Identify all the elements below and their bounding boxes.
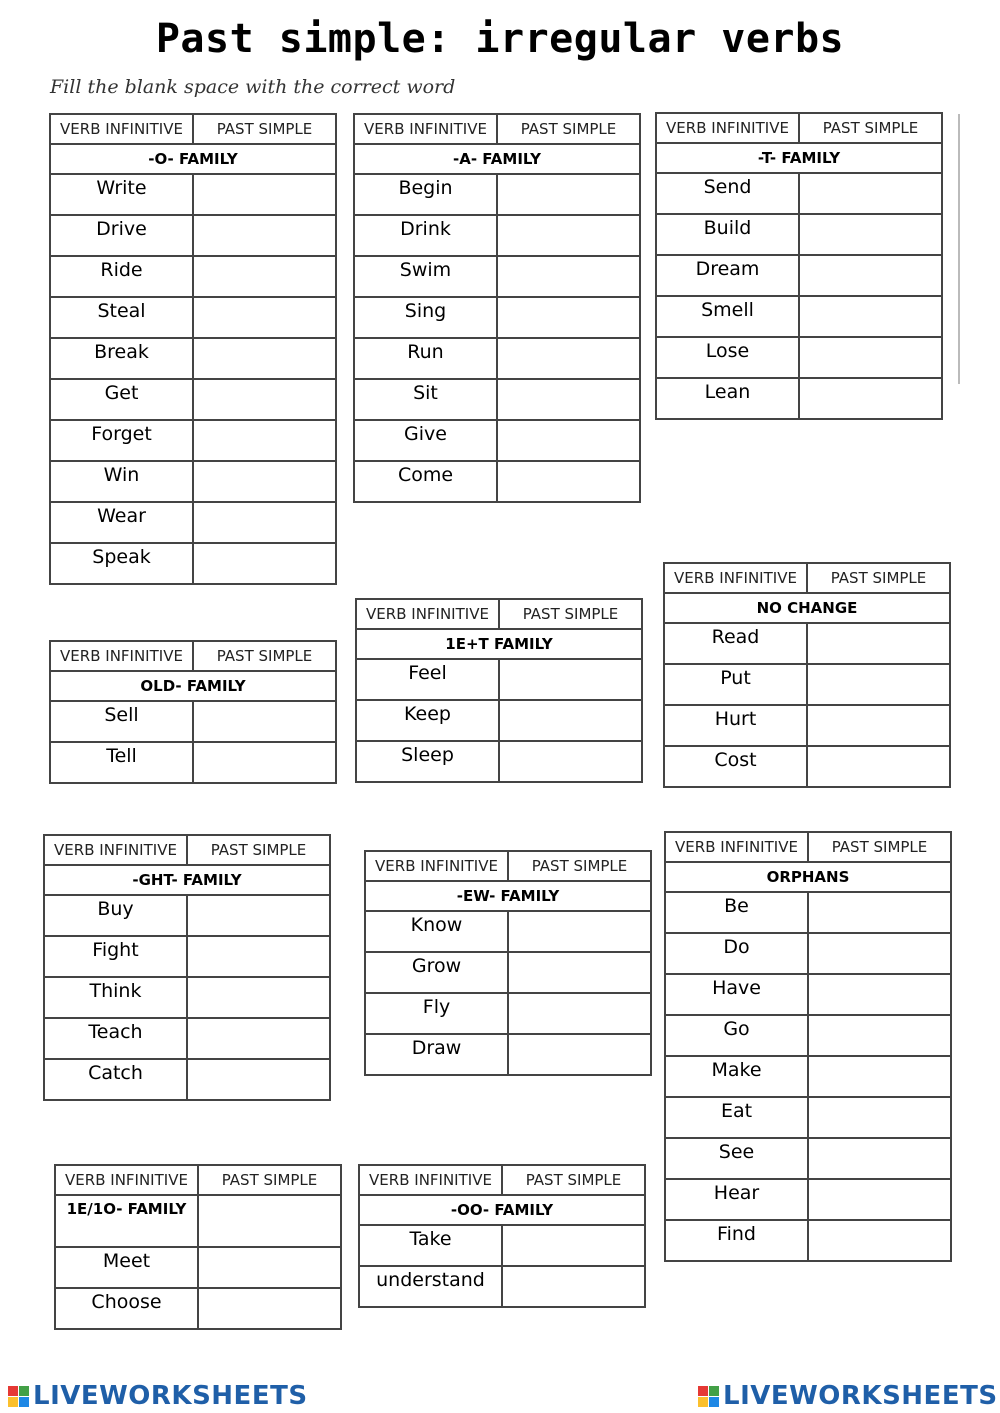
table-row [354,420,640,461]
header-past-simple: PAST SIMPLE [193,114,336,144]
family-label: -OO- FAMILY [359,1195,645,1225]
family-row [365,881,651,911]
answer-cell[interactable] [808,1056,951,1097]
verb-infinitive-cell: Lean [656,378,799,419]
family-label: NO CHANGE [664,593,950,623]
logo-left-text: LIVEWORKSHEETS [33,1381,308,1411]
family-label: -EW- FAMILY [365,881,651,911]
answer-cell[interactable] [187,1018,330,1059]
family-row [656,143,942,173]
table-row [656,378,942,419]
answer-cell[interactable] [497,256,640,297]
table-row [356,659,642,700]
header-verb-infinitive: VERB INFINITIVE [50,641,193,671]
family-row [359,1195,645,1225]
table-row [55,1288,341,1329]
table-row [55,1247,341,1288]
answer-cell[interactable] [799,173,942,214]
table-row [365,1034,651,1075]
table-a-family [353,113,641,503]
verb-infinitive-cell: Run [354,338,497,379]
answer-cell[interactable] [193,701,336,742]
table-row [50,701,336,742]
header-verb-infinitive: VERB INFINITIVE [356,599,499,629]
family-label: OLD- FAMILY [50,671,336,701]
table-row [354,215,640,256]
table-no-change [663,562,951,788]
verb-infinitive-cell: Feel [356,659,499,700]
verb-infinitive-cell: Tell [50,742,193,783]
table-row [664,705,950,746]
answer-cell[interactable] [508,911,651,952]
answer-cell[interactable] [808,974,951,1015]
verb-infinitive-cell: Send [656,173,799,214]
header-row [354,114,640,144]
header-row [359,1165,645,1195]
family-label: 1E/1O- FAMILY [55,1195,198,1247]
answer-cell[interactable] [508,993,651,1034]
family-row [356,629,642,659]
family-row [664,593,950,623]
table-old-family [49,640,337,784]
table-1e-1o-family [54,1164,342,1330]
answer-cell[interactable] [502,1225,645,1266]
header-past-simple: PAST SIMPLE [193,641,336,671]
header-verb-infinitive: VERB INFINITIVE [365,851,508,881]
answer-cell[interactable] [808,1015,951,1056]
verb-infinitive-cell: Build [656,214,799,255]
verb-infinitive-cell: Ride [50,256,193,297]
table-row [356,700,642,741]
verb-infinitive-cell: Go [665,1015,808,1056]
header-verb-infinitive: VERB INFINITIVE [664,563,807,593]
page-title: Past simple: irregular verbs [155,16,845,62]
verb-infinitive-cell: Choose [55,1288,198,1329]
logo-mark-icon [698,1386,719,1407]
answer-cell[interactable] [497,215,640,256]
answer-cell[interactable] [499,659,642,700]
table-row [656,214,942,255]
table-row [365,952,651,993]
header-past-simple: PAST SIMPLE [499,599,642,629]
logo-right [698,1381,998,1411]
verb-infinitive-cell: Fight [44,936,187,977]
table-row [44,936,330,977]
table-row [354,338,640,379]
answer-cell[interactable] [807,746,950,787]
header-verb-infinitive: VERB INFINITIVE [656,113,799,143]
verb-infinitive-cell: Steal [50,297,193,338]
table-row [665,933,951,974]
answer-cell[interactable] [808,892,951,933]
verb-infinitive-cell: Get [50,379,193,420]
verb-infinitive-cell: Begin [354,174,497,215]
table-row [656,255,942,296]
answer-cell[interactable] [502,1266,645,1307]
answer-cell[interactable] [193,420,336,461]
table-row [656,296,942,337]
answer-cell[interactable] [508,1034,651,1075]
answer-cell[interactable] [808,933,951,974]
verb-infinitive-cell: Wear [50,502,193,543]
table-1e-t-family [355,598,643,783]
table-row [664,664,950,705]
header-verb-infinitive: VERB INFINITIVE [44,835,187,865]
answer-cell[interactable] [193,461,336,502]
answer-cell[interactable] [807,664,950,705]
verb-infinitive-cell: See [665,1138,808,1179]
table-row [354,256,640,297]
table-row [665,1220,951,1261]
header-past-simple: PAST SIMPLE [502,1165,645,1195]
verb-infinitive-cell: Have [665,974,808,1015]
verb-infinitive-cell: Fly [365,993,508,1034]
verb-infinitive-cell: Lose [656,337,799,378]
verb-infinitive-cell: Hurt [664,705,807,746]
header-verb-infinitive: VERB INFINITIVE [359,1165,502,1195]
table-row [44,895,330,936]
table-oo-family [358,1164,646,1308]
verb-infinitive-cell: Sit [354,379,497,420]
verb-infinitive-cell: Be [665,892,808,933]
table-row [50,379,336,420]
table-row [665,892,951,933]
verb-infinitive-cell: Take [359,1225,502,1266]
verb-infinitive-cell: Find [665,1220,808,1261]
header-row [656,113,942,143]
header-row [365,851,651,881]
table-row [44,1018,330,1059]
family-row [50,144,336,174]
verb-infinitive-cell: Grow [365,952,508,993]
answer-cell[interactable] [193,338,336,379]
header-past-simple: PAST SIMPLE [508,851,651,881]
header-verb-infinitive: VERB INFINITIVE [354,114,497,144]
answer-cell[interactable] [499,700,642,741]
verb-infinitive-cell: Sell [50,701,193,742]
family-row [50,671,336,701]
table-row [50,502,336,543]
verb-infinitive-cell: Sleep [356,741,499,782]
table-row [665,974,951,1015]
verb-infinitive-cell: Meet [55,1247,198,1288]
verb-infinitive-cell: Speak [50,543,193,584]
table-row [50,297,336,338]
verb-infinitive-cell: Win [50,461,193,502]
table-row [50,742,336,783]
table-row [365,993,651,1034]
answer-cell[interactable] [499,741,642,782]
table-row [665,1097,951,1138]
vertical-divider [958,114,960,384]
family-row [665,862,951,892]
answer-cell[interactable] [193,297,336,338]
verb-infinitive-cell: Smell [656,296,799,337]
table-row [50,420,336,461]
verb-infinitive-cell: Draw [365,1034,508,1075]
verb-infinitive-cell: Put [664,664,807,705]
logo-mark-icon [8,1386,29,1407]
header-row [665,832,951,862]
answer-cell[interactable] [497,297,640,338]
answer-cell[interactable] [198,1195,341,1247]
table-row [50,174,336,215]
answer-cell[interactable] [497,461,640,502]
answer-cell[interactable] [193,256,336,297]
answer-cell[interactable] [799,337,942,378]
family-row [44,865,330,895]
header-row [44,835,330,865]
table-row [354,379,640,420]
verb-infinitive-cell: Make [665,1056,808,1097]
family-label: 1E+T FAMILY [356,629,642,659]
answer-cell[interactable] [187,1059,330,1100]
verb-infinitive-cell: Teach [44,1018,187,1059]
answer-cell[interactable] [497,420,640,461]
header-verb-infinitive: VERB INFINITIVE [55,1165,198,1195]
verb-infinitive-cell: Write [50,174,193,215]
table-row [356,741,642,782]
table-ew-family [364,850,652,1076]
answer-cell[interactable] [808,1220,951,1261]
table-o-family [49,113,337,585]
table-row [50,338,336,379]
table-row [354,297,640,338]
answer-cell[interactable] [799,296,942,337]
table-row [50,215,336,256]
header-verb-infinitive: VERB INFINITIVE [665,832,808,862]
table-ght-family [43,834,331,1101]
answer-cell[interactable] [193,543,336,584]
table-row [50,256,336,297]
answer-cell[interactable] [198,1288,341,1329]
header-row [50,641,336,671]
verb-infinitive-cell: Cost [664,746,807,787]
table-row [44,1059,330,1100]
table-row [665,1056,951,1097]
table-row [656,173,942,214]
answer-cell[interactable] [193,215,336,256]
table-row [664,623,950,664]
table-row [365,911,651,952]
verb-infinitive-cell: Keep [356,700,499,741]
answer-cell[interactable] [799,214,942,255]
answer-cell[interactable] [799,255,942,296]
answer-cell[interactable] [808,1179,951,1220]
answer-cell[interactable] [808,1138,951,1179]
table-t-family [655,112,943,420]
answer-cell[interactable] [193,379,336,420]
table-row [50,543,336,584]
verb-infinitive-cell: Buy [44,895,187,936]
table-row [665,1138,951,1179]
header-row [50,114,336,144]
verb-infinitive-cell: Give [354,420,497,461]
verb-infinitive-cell: Think [44,977,187,1018]
verb-infinitive-cell: Catch [44,1059,187,1100]
logo-right-text: LIVEWORKSHEETS [723,1381,998,1411]
verb-infinitive-cell: Know [365,911,508,952]
verb-infinitive-cell: Break [50,338,193,379]
answer-cell[interactable] [807,705,950,746]
answer-cell[interactable] [497,174,640,215]
verb-infinitive-cell: Sing [354,297,497,338]
verb-infinitive-cell: Swim [354,256,497,297]
verb-infinitive-cell: Eat [665,1097,808,1138]
table-row [354,461,640,502]
table-row [656,337,942,378]
header-past-simple: PAST SIMPLE [808,832,951,862]
answer-cell[interactable] [187,936,330,977]
verb-infinitive-cell: Dream [656,255,799,296]
table-row [44,977,330,1018]
family-label: ORPHANS [665,862,951,892]
header-row [55,1165,341,1195]
family-label: -GHT- FAMILY [44,865,330,895]
verb-infinitive-cell: understand [359,1266,502,1307]
answer-cell[interactable] [193,502,336,543]
table-orphans [664,831,952,1262]
header-past-simple: PAST SIMPLE [198,1165,341,1195]
family-label: -O- FAMILY [50,144,336,174]
family-row [354,144,640,174]
answer-cell[interactable] [198,1247,341,1288]
verb-infinitive-cell: Drink [354,215,497,256]
instruction-text: Fill the blank space with the correct word [50,76,456,98]
table-row [664,746,950,787]
answer-cell[interactable] [497,379,640,420]
verb-infinitive-cell: Do [665,933,808,974]
family-row [55,1195,341,1247]
answer-cell[interactable] [808,1097,951,1138]
verb-infinitive-cell: Hear [665,1179,808,1220]
family-label: -T- FAMILY [656,143,942,173]
answer-cell[interactable] [187,895,330,936]
header-past-simple: PAST SIMPLE [497,114,640,144]
verb-infinitive-cell: Drive [50,215,193,256]
logo-left [8,1381,308,1411]
header-row [356,599,642,629]
answer-cell[interactable] [799,378,942,419]
table-row [50,461,336,502]
header-past-simple: PAST SIMPLE [807,563,950,593]
header-past-simple: PAST SIMPLE [187,835,330,865]
answer-cell[interactable] [497,338,640,379]
answer-cell[interactable] [193,742,336,783]
table-row [354,174,640,215]
table-row [665,1179,951,1220]
header-past-simple: PAST SIMPLE [799,113,942,143]
verb-infinitive-cell: Forget [50,420,193,461]
table-row [665,1015,951,1056]
table-row [359,1225,645,1266]
family-label: -A- FAMILY [354,144,640,174]
answer-cell[interactable] [187,977,330,1018]
answer-cell[interactable] [193,174,336,215]
table-row [359,1266,645,1307]
header-row [664,563,950,593]
answer-cell[interactable] [508,952,651,993]
verb-infinitive-cell: Read [664,623,807,664]
verb-infinitive-cell: Come [354,461,497,502]
answer-cell[interactable] [807,623,950,664]
header-verb-infinitive: VERB INFINITIVE [50,114,193,144]
